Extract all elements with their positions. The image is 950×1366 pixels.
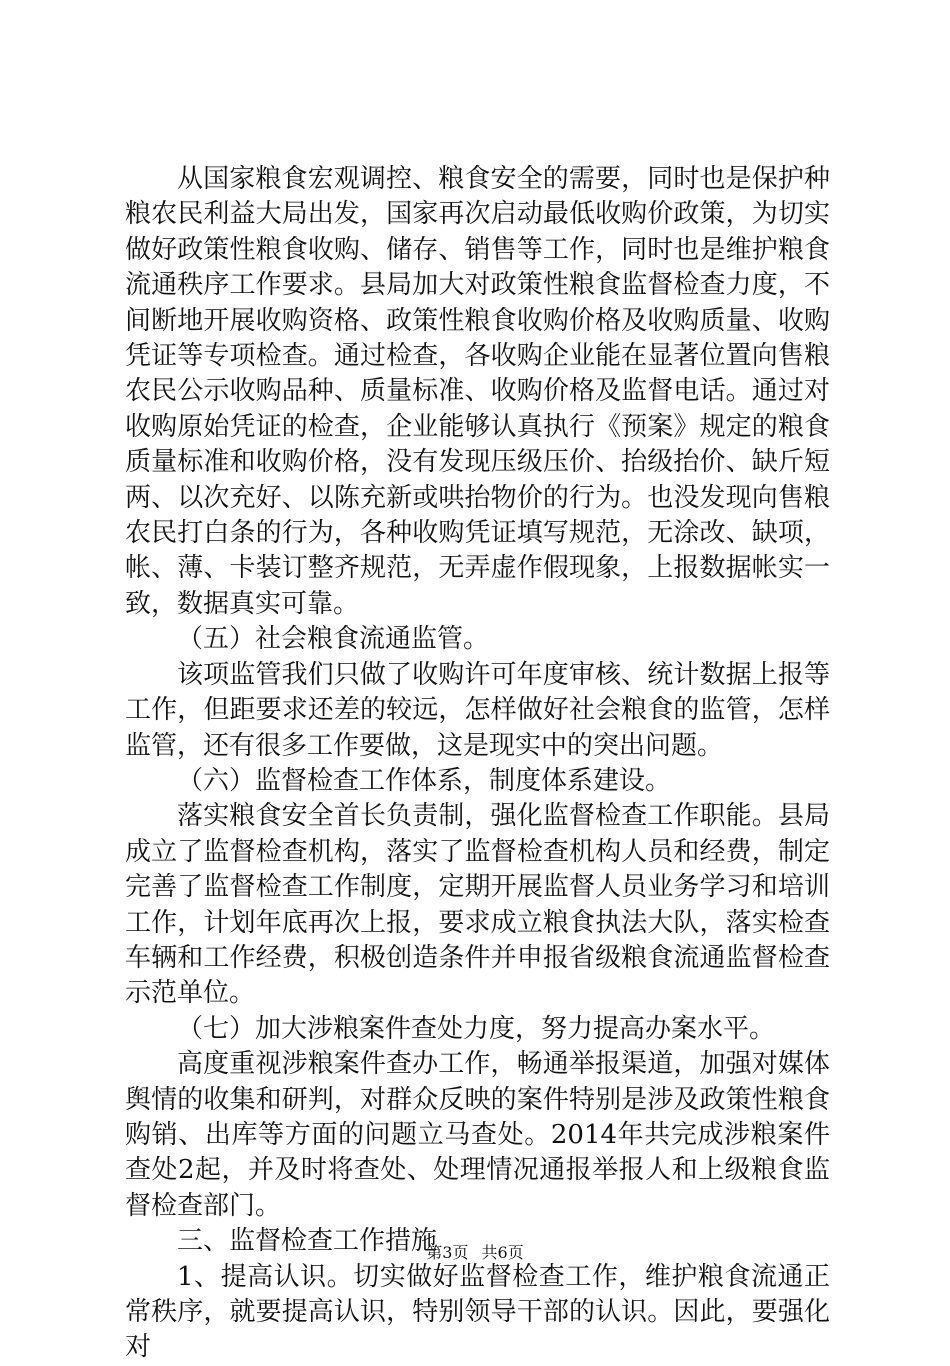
heading-social-grain-supervision: （五）社会粮食流通监管。 xyxy=(177,624,490,655)
paragraph-grain-policy-inspection: 从国家粮食宏观调控、粮食安全的需要，同时也是保护种粮农民利益大局出发，国家再次启动最低收购价政策，为切实做好政策性粮食收购、储存、销售等工作，同时也是维护粮食流通秩序工作要求。县局加大对政策性粮食监督检查力度，不间断地开展收购资格、政策性粮食收购价格及收购质量、收购凭证等专项检查。通过检查，各收购企业能在显著位置向售粮农民公示收购品种、质量标准、收购价格及监督电话。通过对收购原始凭证的检查，企业能够认真执行《预案》规定的粮食质量标准和收购价格，没有发现压级压价、抬级抬价、缺斤短两、以次充好、以陈充新或哄抬物价的行为。也没发现向售粮农民打白条的行为，各种收购凭证填写规范，无涂改、缺项，帐、薄、卡装订整齐规范，无弄虚作假现象，上报数据帐实一致，数据真实可靠。 xyxy=(125,164,830,619)
heading-supervision-system: （六）监督检查工作体系，制度体系建设。 xyxy=(177,765,672,796)
page-total: 共6页 xyxy=(481,1243,524,1262)
heading-case-handling: （七）加大涉粮案件查处力度，努力提高办案水平。 xyxy=(177,1013,776,1044)
paragraph-case-handling: 高度重视涉粮案件查办工作，畅通举报渠道，加强对媒体舆情的收集和研判，对群众反映的案件特别是涉及政策性粮食购销、出库等方面的问题立马查处。2014年共完成涉粮案件查处2起，并及时将查处、处理情况通报举报人和上级粮食监督检查部门。 xyxy=(125,1049,830,1221)
heading-section-three: 三、监督检查工作措施 xyxy=(177,1226,438,1257)
paragraph-supervision-system: 落实粮食安全首长负责制，强化监督检查工作职能。县局成立了监督检查机构，落实了监督检查机构人员和经费，制定完善了监督检查工作制度，定期开展监督人员业务学习和培训工作，计划年底再次上报，要求成立粮食执法大队，落实检查车辆和工作经费，积极创造条件并申报省级粮食流通监督检查示范单位。 xyxy=(125,801,830,1009)
document-body xyxy=(125,162,830,1366)
paragraph-raise-awareness: 1、提高认识。切实做好监督检查工作，维护粮食流通正常秩序，就要提高认识，特别领导干部的认识。因此，要强化对 xyxy=(125,1261,830,1363)
paragraph-social-grain-supervision: 该项监管我们只做了收购许可年度审核、统计数据上报等工作，但距要求还差的较远，怎样做好社会粮食的监管，怎样监管，还有很多工作要做，这是现实中的突出问题。 xyxy=(125,659,830,761)
page-number: 第3页 xyxy=(426,1243,469,1262)
page-footer xyxy=(0,1243,950,1263)
